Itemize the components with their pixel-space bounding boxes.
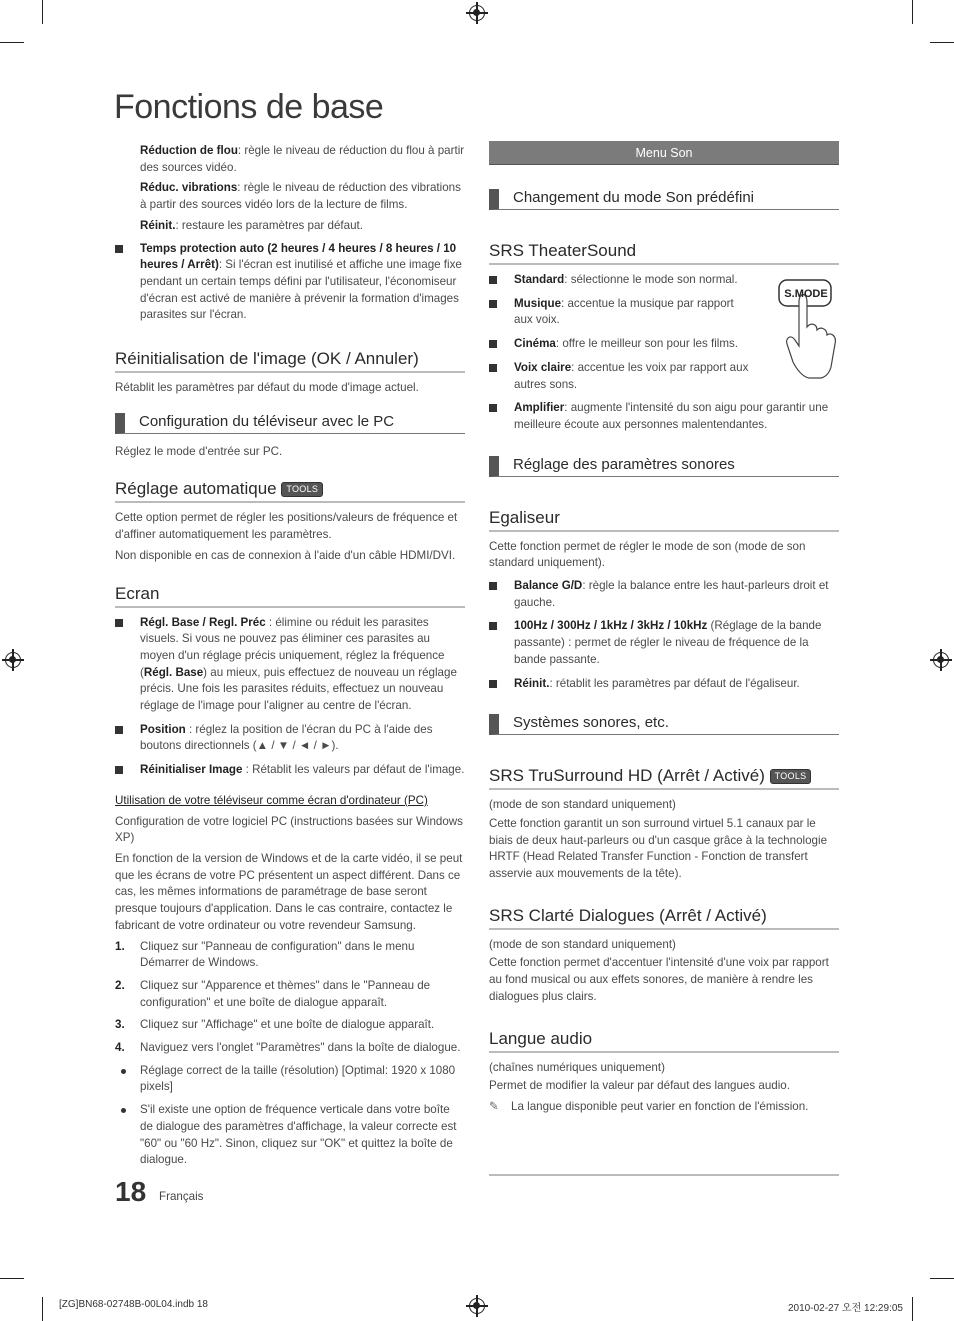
subsection-heading: Systèmes sonores, etc. bbox=[489, 714, 839, 735]
list-item: 2. Cliquez sur "Apparence et thèmes" dans le "Panneau de configuration" et une boîte de dialogue apparaît. bbox=[115, 978, 431, 1009]
list-item: 4. Naviguez vers l'onglet "Paramètres" dans la boîte de dialogue. bbox=[115, 1041, 461, 1055]
bullet-square-icon bbox=[489, 364, 497, 372]
paragraph: Rétablit les paramètres par défaut du mode d'image actuel. bbox=[115, 381, 419, 395]
section-heading: Egaliseur bbox=[489, 507, 839, 532]
pencil-note-icon: ✎ bbox=[489, 1099, 499, 1113]
list-item: Amplifier: augmente l'intensité du son aigu pour garantir une meilleure écoute aux personnes malentendantes. bbox=[489, 400, 839, 433]
bullet-square-icon bbox=[115, 766, 123, 774]
paragraph: Cette fonction permet de régler le mode de son (mode de son standard uniquement). bbox=[489, 539, 806, 570]
list-item: 1. Cliquez sur "Panneau de configuration" dans le menu Démarrer de Windows. bbox=[115, 939, 415, 970]
bullet-square-icon bbox=[489, 340, 497, 348]
section-heading: Réglage automatique TOOLS bbox=[115, 478, 465, 503]
section-heading: Ecran bbox=[115, 583, 465, 608]
paragraph: Réglez le mode d'entrée sur PC. bbox=[115, 444, 283, 458]
paragraph: Cette fonction garantit un son surround virtuel 5.1 canaux par le biais de deux haut-parleurs ou d'un casque grâce à la technologie HRTF (Head Related Transfer Function - Fonction de transfert asservie aux mouvements de la tête). bbox=[489, 816, 828, 881]
paragraph: Cette option permet de régler les positions/valeurs de fréquence et d'affiner automatiquement les paramètres. bbox=[115, 511, 458, 542]
bullet-square-icon bbox=[115, 619, 123, 627]
crop-mark bbox=[930, 1278, 954, 1279]
left-column bbox=[115, 143, 465, 1175]
section-heading: SRS TheaterSound bbox=[489, 240, 839, 265]
list-item: 3. Cliquez sur "Affichage" et une boîte de dialogue apparaît. bbox=[115, 1018, 435, 1032]
list-item: S'il existe une option de fréquence verticale dans votre boîte de dialogue des paramètres d'affichage, la valeur correcte est "60" ou "60 Hz". Sinon, cliquez sur "OK" et quittez la boîte de dialogue. bbox=[115, 1102, 465, 1169]
list-item: Réglage correct de la taille (résolution) [Optimal: 1920 x 1080 pixels] bbox=[115, 1063, 465, 1096]
paragraph: En fonction de la version de Windows et de la carte vidéo, il se peut que les écrans de votre PC présentent un aspect différent. Dans ce cas, les mêmes informations de paramétrage de base seront presque toujours d'application. Dans le cas contraire, contactez le fabricant de votre ordinateur ou votre revendeur Samsung. bbox=[115, 851, 463, 932]
section-heading: SRS Clarté Dialogues (Arrêt / Activé) bbox=[489, 905, 839, 930]
list-item: Temps protection auto (2 heures / 4 heures / 8 heures / 10 heures / Arrêt): Si l'écran est inutilisé et affiche une image fixe pendant un certain temps défini par l'utilisateur, l'économiseur d'écran est activé de manière à prévenir la formation d'images parasites sur l'écran. bbox=[115, 241, 465, 325]
list-item: 100Hz / 300Hz / 1kHz / 3kHz / 10kHz (Réglage de la bande passante) : permet de régler le niveau de fréquence de la bande passante. bbox=[489, 618, 839, 668]
bullet-square-icon bbox=[489, 404, 497, 412]
paragraph: Cette fonction permet d'accentuer l'intensité d'une voix par rapport au fond musical ou aux effets sonores, de manière à rendre les dialogues plus clairs. bbox=[489, 956, 829, 1003]
crop-mark bbox=[0, 42, 24, 43]
paragraph: Permet de modifier la valeur par défaut des langues audio. bbox=[489, 1079, 790, 1093]
page-language: Français bbox=[159, 1190, 204, 1203]
bullet-square-icon bbox=[489, 680, 497, 688]
bullet-square-icon bbox=[489, 622, 497, 630]
list-item: Standard: sélectionne le mode son normal. bbox=[489, 272, 749, 289]
bullet-square-icon bbox=[489, 300, 497, 308]
tools-badge-icon: TOOLS bbox=[281, 482, 323, 497]
registration-mark-icon bbox=[469, 5, 485, 21]
page-title: Fonctions de base bbox=[114, 88, 384, 126]
registration-mark-icon bbox=[5, 652, 21, 668]
list-item: Musique: accentue la musique par rapport aux voix. bbox=[489, 296, 749, 329]
remote-hand-icon bbox=[769, 272, 839, 382]
bullet-square-icon bbox=[489, 582, 497, 590]
crop-mark bbox=[912, 0, 913, 24]
paragraph-note: (chaînes numériques uniquement) bbox=[489, 1060, 665, 1074]
paragraph: Réduction de flou: règle le niveau de réduction du flou à partir des sources vidéo. bbox=[140, 144, 465, 174]
bullet-square-icon bbox=[115, 245, 123, 253]
srs-theater-list bbox=[489, 272, 839, 434]
menu-son-bar: Menu Son bbox=[489, 141, 839, 165]
list-item: Régl. Base / Regl. Préc : élimine ou réduit les parasites visuels. Si vous ne pouvez pas éliminer ces parasites au moyen d'un réglage précis uniquement, réglez la fréquence (Régl. Base) au mieux, puis effectuez de nouveau un réglage précis. Une fois les parasites réduits, effectuez un nouveau réglage de l'image pour l'aligner au centre de l'écran. bbox=[115, 615, 465, 715]
section-heading: Réinitialisation de l'image (OK / Annuler) bbox=[115, 348, 465, 373]
paragraph-note: (mode de son standard uniquement) bbox=[489, 798, 676, 812]
bullet-dot-icon bbox=[121, 1069, 126, 1074]
paragraph: Configuration de votre logiciel PC (instructions basées sur Windows XP) bbox=[115, 814, 463, 845]
pc-usage-title: Utilisation de votre téléviseur comme écran d'ordinateur (PC) bbox=[115, 793, 428, 807]
section-heading: Langue audio bbox=[489, 1028, 839, 1053]
bullet-square-icon bbox=[115, 726, 123, 734]
section-heading: SRS TruSurround HD (Arrêt / Activé) TOOLS bbox=[489, 765, 839, 790]
crop-mark bbox=[930, 42, 954, 43]
crop-mark bbox=[0, 1278, 24, 1279]
paragraph: Non disponible en cas de connexion à l'aide d'un câble HDMI/DVI. bbox=[115, 548, 456, 562]
page-number: 18 bbox=[115, 1176, 147, 1207]
subsection-heading: Configuration du téléviseur avec le PC bbox=[115, 413, 465, 434]
paragraph: Réduc. vibrations: règle le niveau de réduction des vibrations à partir des sources vidéo lors de la lecture de films. bbox=[140, 181, 461, 212]
footer-date-info: 2010-02-27 오전 12:29:05 bbox=[788, 1303, 903, 1314]
list-item: Cinéma: offre le meilleur son pour les films. bbox=[489, 336, 749, 353]
remote-button-label: S.MODE bbox=[784, 288, 828, 300]
list-item: Balance G/D: règle la balance entre les haut-parleurs droit et gauche. bbox=[489, 578, 839, 611]
bullet-square-icon bbox=[489, 276, 497, 284]
bullet-dot-icon bbox=[121, 1108, 126, 1113]
list-item: Position : réglez la position de l'écran du PC à l'aide des boutons directionnels (▲ / ▼ / ◄ / ►). bbox=[115, 722, 465, 755]
subsection-heading: Changement du mode Son prédéfini bbox=[489, 189, 839, 210]
paragraph: Réinit.: restaure les paramètres par défaut. bbox=[140, 218, 363, 232]
crop-mark bbox=[42, 0, 43, 24]
list-item: Voix claire: accentue les voix par rapport aux autres sons. bbox=[489, 360, 749, 393]
right-column bbox=[489, 141, 839, 1120]
bottom-divider bbox=[489, 1174, 839, 1176]
crop-mark bbox=[42, 1297, 43, 1321]
tools-badge-icon: TOOLS bbox=[770, 769, 812, 784]
paragraph-note: (mode de son standard uniquement) bbox=[489, 937, 676, 951]
registration-mark-icon bbox=[469, 1298, 485, 1314]
list-item: Réinit.: rétablit les paramètres par défaut de l'égaliseur. bbox=[489, 676, 839, 693]
subsection-heading: Réglage des paramètres sonores bbox=[489, 456, 839, 477]
crop-mark bbox=[912, 1297, 913, 1321]
memo-note: ✎ La langue disponible peut varier en fonction de l'émission. bbox=[489, 1099, 839, 1116]
registration-mark-icon bbox=[933, 652, 949, 668]
footer-file-info: [ZG]BN68-02748B-00L04.indb 18 bbox=[59, 1299, 208, 1310]
list-item: Réinitialiser Image : Rétablit les valeurs par défaut de l'image. bbox=[115, 762, 465, 779]
